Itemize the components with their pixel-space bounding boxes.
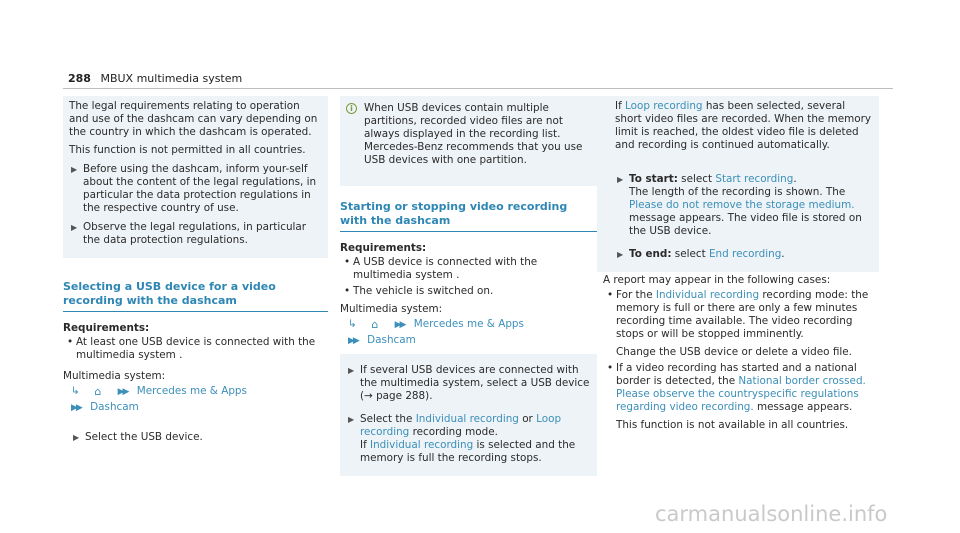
individual-recording-label: Individual recording [370, 439, 474, 451]
step-text-part: recording mode. [409, 426, 498, 438]
step-triangle-icon: ▶ [617, 175, 624, 184]
step-item [615, 173, 873, 238]
individual-recording-label: Individual recording [415, 413, 519, 425]
step-triangle-icon: ▶ [71, 165, 78, 174]
path-mercedes-me-apps: Mercedes me & Apps [136, 385, 247, 397]
start-end-box [597, 163, 879, 272]
text-part: . [781, 248, 785, 260]
report-intro-text: A report may appear in the following cases: [603, 274, 831, 286]
step-item [69, 163, 322, 215]
info-text-2: Mercedes-Benz recommends that you use USB devices with one partition. [364, 141, 583, 166]
storage-medium-message: Please do not remove the storage medium. [629, 199, 855, 211]
path-arrow-icon: ↳ [71, 385, 80, 397]
steps-box [340, 354, 597, 476]
bullet-icon: • [344, 256, 351, 268]
loop-recording-label: Loop recording [360, 413, 562, 438]
step-triangle-icon: ▶ [71, 223, 78, 232]
step-triangle-icon: ▶ [73, 433, 80, 442]
section-heading-select-usb: Selecting a USB device for a video recording with the dashcam [63, 280, 328, 312]
legal-intro-text: The legal requirements relating to operation and use of the dashcam can vary depending on the country in which the dashcam is operated. [69, 100, 318, 138]
text-part: If a video recording has started and a national border is detected, the [616, 362, 857, 387]
step-text [360, 413, 591, 465]
report-case-item [597, 289, 879, 359]
info-text: When USB devices contain multiple partitions, recorded video files are not always displayed in the recording list. [364, 102, 563, 140]
multimedia-label: Multimedia system: [63, 370, 166, 382]
step-select-device-text: If several USB devices are connected with the multimedia system, select a USB device [360, 364, 590, 389]
legal-countries-text: This function is not permitted in all countries. [69, 144, 306, 156]
page-number: 288 [68, 72, 91, 85]
bullet-icon: • [67, 336, 74, 348]
path-dashcam: Dashcam [90, 401, 139, 413]
step-item [63, 431, 328, 444]
requirements-title: Requirements: [63, 322, 150, 334]
individual-recording-label: Individual recording [655, 289, 760, 301]
requirement-item [63, 336, 328, 362]
step-text-part: is selected and the memory is full the recording stops. [360, 439, 576, 464]
bullet-icon: • [607, 362, 614, 374]
column-right [597, 96, 879, 435]
section-heading-start-stop: Starting or stopping video recording with the dashcam [340, 200, 597, 232]
info-box [340, 96, 597, 186]
report-case-item [597, 362, 879, 432]
start-recording-label: Start recording [715, 173, 794, 185]
step-text [360, 364, 591, 403]
info-note [346, 102, 591, 172]
text-part: For the [616, 289, 656, 301]
requirement-text: The vehicle is switched on. [353, 285, 494, 297]
step-triangle-icon: ▶ [348, 415, 355, 424]
requirement-item [340, 285, 597, 298]
watermark: carmanualsonline.info [655, 502, 888, 526]
text-part: has been selected, several short video files are recorded. When the memory limit is reached, the oldest video file is deleted and recording is continued automatically. [615, 100, 872, 151]
path-arrow-icon: ↳ [348, 318, 357, 330]
path-chevron-icon: ▶▶ [394, 320, 405, 330]
requirement-item [340, 256, 597, 282]
loop-recording-label: Loop recording [625, 100, 703, 112]
multimedia-label: Multimedia system: [340, 303, 443, 315]
path-mercedes-me-apps: Mercedes me & Apps [413, 318, 524, 330]
path-chevron-icon: ▶▶ [117, 387, 128, 397]
national-border-message: National border crossed. Please observe the countryspecific regulations regarding video recording. [616, 375, 866, 413]
path-chevron-icon: ▶▶ [348, 336, 358, 346]
step-text-part: or [518, 413, 537, 425]
loop-recording-text [615, 100, 873, 152]
page-header [68, 72, 242, 85]
text-part: recording mode: the memory is full or there are only a few minutes recording time available. The video recording stops or will be stopped imminently. [616, 289, 869, 340]
path-dashcam: Dashcam [367, 334, 416, 346]
page-reference-text: (→ page 288). [360, 390, 433, 402]
step-item [615, 248, 873, 261]
step-triangle-icon: ▶ [348, 366, 355, 375]
step-item [346, 413, 591, 465]
step-triangle-icon: ▶ [617, 250, 624, 259]
bullet-icon: • [607, 289, 614, 301]
requirement-text: At least one USB device is connected with the multimedia system . [76, 336, 316, 361]
menu-path-sub [63, 401, 328, 415]
step-text: Observe the legal regulations, in particular the data protection regulations. [83, 221, 307, 246]
menu-path [340, 318, 597, 332]
home-icon: ⌂ [371, 318, 379, 331]
step-text-part: If [360, 439, 371, 451]
to-end-label: To end: [629, 248, 672, 260]
step-item [69, 221, 322, 247]
requirement-text: A USB device is connected with the multimedia system . [353, 256, 538, 281]
bullet-icon: • [344, 285, 351, 297]
end-recording-label: End recording [708, 248, 782, 260]
info-icon-wrap [346, 102, 364, 172]
home-icon: ⌂ [94, 385, 102, 398]
legal-notice-box [63, 96, 328, 258]
menu-path-sub [340, 334, 597, 348]
step-text [629, 248, 785, 261]
to-start-label: To start: [629, 173, 678, 185]
step-text-part: Select the [360, 413, 416, 425]
text-part: select [677, 173, 716, 185]
info-icon: i [346, 103, 357, 114]
text-part: message appears. [753, 401, 853, 413]
report-case-text [616, 289, 879, 359]
step-text [629, 173, 873, 238]
report-case-text [616, 362, 879, 432]
step-item [346, 364, 591, 403]
text-part: If [615, 100, 626, 112]
loop-recording-box [597, 96, 879, 163]
header-divider [63, 88, 893, 89]
step-text: Before using the dashcam, inform your-self about the content of the legal regulations, in particular the data protection regulations in the respective country of use. [83, 163, 317, 214]
column-left [63, 96, 328, 449]
page-header-title: MBUX multimedia system [100, 72, 243, 85]
path-chevron-icon: ▶▶ [71, 403, 81, 413]
step-text: Select the USB device. [85, 431, 203, 443]
text-part: Change the USB device or delete a video file. [616, 346, 852, 358]
menu-path [63, 385, 328, 399]
text-part: . [793, 173, 797, 185]
requirements-title: Requirements: [340, 242, 427, 254]
text-part: select [671, 248, 709, 260]
text-part: This function is not available in all countries. [616, 419, 849, 431]
text-part: The length of the recording is shown. The [629, 186, 846, 198]
text-part: message appears. The video file is stored on the USB device. [629, 212, 862, 237]
column-middle [340, 96, 597, 476]
